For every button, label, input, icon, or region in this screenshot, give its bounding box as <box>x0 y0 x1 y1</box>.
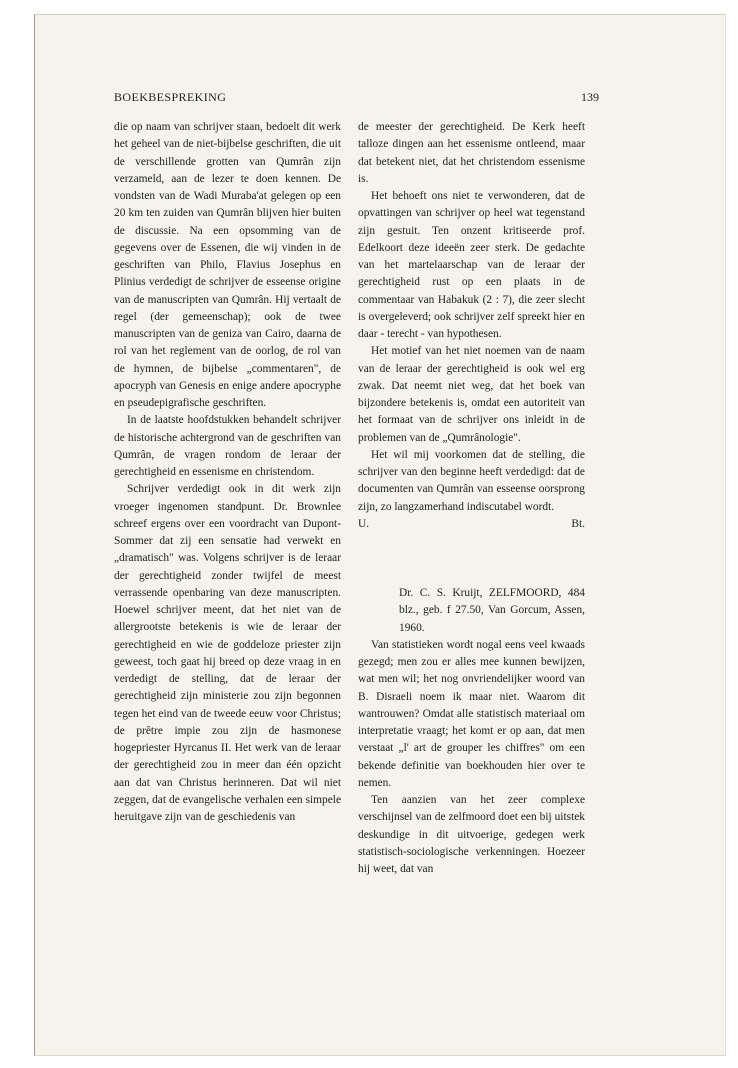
signature-initial: U. <box>358 517 370 530</box>
paragraph: de meester der gerechtigheid. De Kerk heeft talloze dingen aan het essenisme ontleend, maar dat betekent niet, dat het christendom essenisme is. <box>358 121 585 185</box>
right-column <box>358 119 585 878</box>
paragraph: Ten aanzien van het zeer complexe verschijnsel van de zelfmoord doet een bij uitstek deskundige in dit uitvoerige, gedegen werk statistisch-sociologische verkenningen. Hoezeer hij weet, dat van <box>358 794 585 875</box>
left-column <box>114 119 341 826</box>
paragraph: Het behoeft ons niet te verwonderen, dat de opvattingen van schrijver op heel wat tegenstand zijn gestuit. Ten onzent kritiseerde prof. Edelkoort deze ideeën zeer sterk. De gedachte van het martelaarschap van de leraar der gerechtigheid rust op een plaats in de commentaar van Habakuk (2 : 7), die zeer slecht is overgeleverd; ook schrijver zelf spreekt hier en daar - terecht - van hypothesen. <box>358 190 585 340</box>
review-signature <box>358 516 585 533</box>
paragraph: Het motief van het niet noemen van de naam van de leraar der gerechtigheid is ook wel erg zwak. Dat neemt niet weg, dat het boek van bijzondere betekenis is, omdat een autoriteit van het formaat van de schrijver ons inleidt in de problemen van de „Qumrânologie". <box>358 345 585 444</box>
page-number: 139 <box>581 90 599 104</box>
running-title: BOEKBESPREKING <box>114 90 227 104</box>
review-body <box>358 637 585 879</box>
paragraph: die op naam van schrijver staan, bedoelt dit werk het geheel van de niet-bijbelse geschriften, die uit de verschillende grotten van Qumrân zijn verzameld, aan de lezer te doen kennen. De vondsten van de Wadi Muraba'at gelegen op een 20 km ten zuiden van Qumrân blijven hier buiten de discussie. Na een opsomming van de gegevens over de Essenen, die wij vinden in de geschriften van Philo, Flavius Josephus en Plinius verdedigt de schrijver de esseense origine van de manuscripten van Qumrân. Hij vertaalt de regel (der gemeenschap); ook de twee manuscripten van de geniza van Cairo, daarna de rol van het reglement van de oorlog, de rol van de hymnen, de bijbelse „commentaren", de apocryph van Genesis en enige andere apocryphe en pseudepigrafische geschriften. <box>114 121 341 409</box>
paragraph: In de laatste hoofdstukken behandelt schrijver de historische achtergrond van de geschriften van Qumrân, de vragen rondom de leraar der gerechtigheid en essenisme en christendom. <box>114 414 341 478</box>
reviewer-initials: Bt. <box>571 517 585 530</box>
paragraph: Het wil mij voorkomen dat de stelling, die schrijver van den beginne heeft verdedigd: dat de documenten van Qumrân van esseense oorsprong zijn, zo langzamerhand indiscutabel wordt. <box>358 448 585 513</box>
paragraph: Van statistieken wordt nogal eens veel kwaads gezegd; men zou er alles mee kunnen bewijzen, wat men wil; het nog onvriendelijker woord van B. Disraeli noem ik maar niet. Waarom dit wantrouwen? Omdat alle statistisch materiaal om interpretatie vraagt; het komt er op aan, dat men verstaat „l' art de grouper les chiffres" om een bekende definitie van boekhouden hier over te nemen. <box>358 638 585 789</box>
paragraph: Schrijver verdedigt ook in dit werk zijn vroeger ingenomen standpunt. Dr. Brownlee schreef ergens over een voordracht van Dupont-Sommer dat zij een sensatie had verwekt en „dramatisch" was. Volgens schrijver is de leraar der gerechtigheid zonder twijfel de meest verrassende openbaring van deze manuscripten. Hoewel schrijver meent, dat het niet van de allergrootste betekenis is wie de leraar der gerechtigheid en wie de goddeloze priester zijn geweest, toch gaat hij breed op deze vraag in en verdedigt de stelling, dat de leraar der gerechtigheid zijn ministerie zou zijn begonnen tegen het eind van de tweede eeuw voor Christus; de prêtre impie zou zijn de hasmonese hogepriester Hyrcanus II. Het werk van de leraar der gerechtigheid zou in meer dan één opzicht aan dat van Christus herinneren. Dat wil niet zeggen, dat de evangelische verhalen een simpele heruitgave zijn van de geschiedenis van <box>114 483 341 823</box>
book-citation-heading: Dr. C. S. Kruijt, ZELFMOORD, 484 blz., geb. f 27.50, Van Gorcum, Assen, 1960. <box>399 587 585 634</box>
